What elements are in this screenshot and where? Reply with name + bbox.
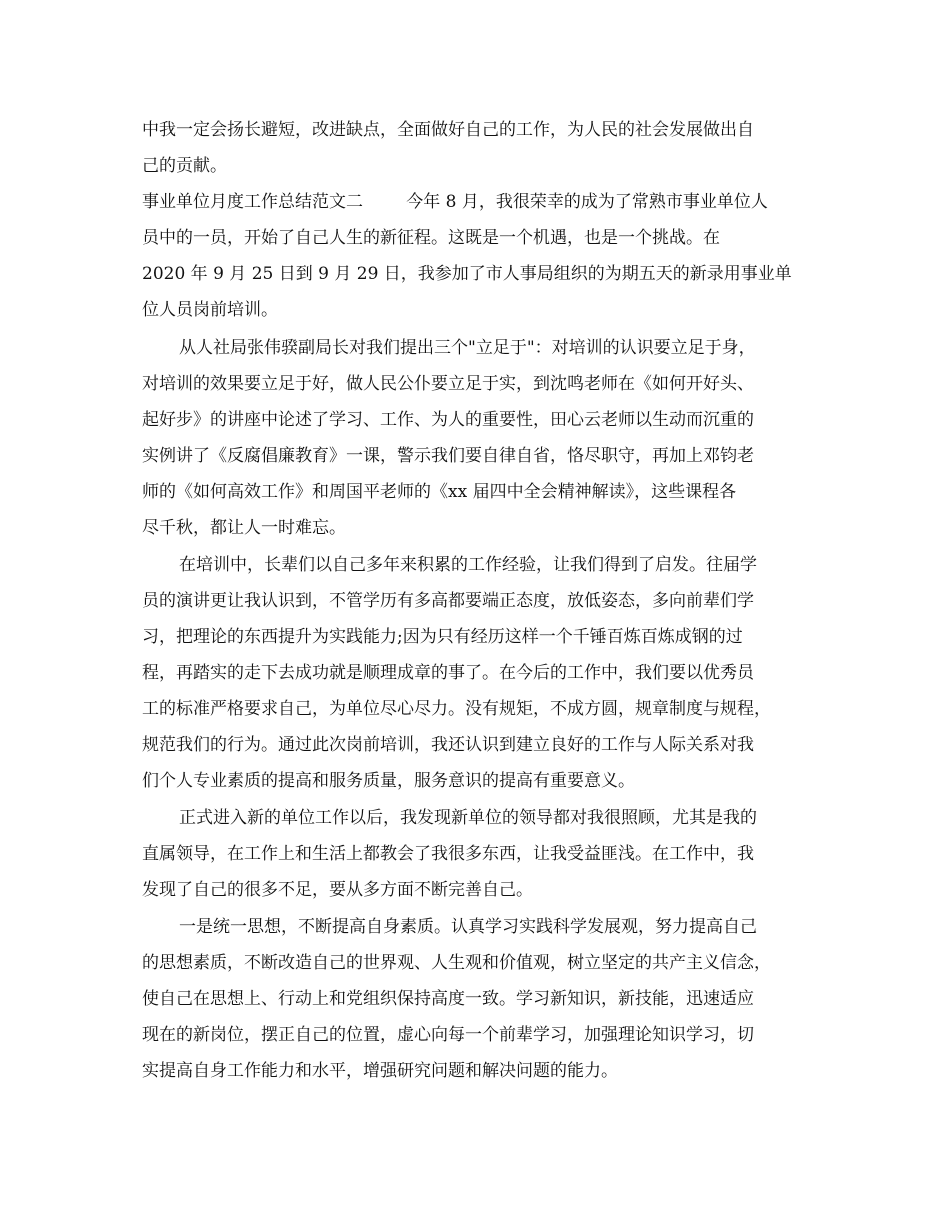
- text-line: 起好步》的讲座中论述了学习、工作、为人的重要性，田心云老师以生动而沉重的: [142, 410, 754, 430]
- text-line: 位人员岗前培训。: [142, 300, 278, 320]
- text-line: 师的《如何高效工作》和周国平老师的《xx 届四中全会精神解读》，这些课程各: [142, 482, 737, 502]
- paragraph-first-line: 在培训中，长辈们以自己多年来积累的工作经验，让我们得到了启发。往届学: [179, 555, 757, 575]
- text-line: 习，把理论的东西提升为实践能力;因为只有经历这样一个千锤百炼百炼成钢的过: [142, 627, 743, 647]
- text-line: 对培训的效果要立足于好，做人民公仆要立足于实，到沈鸣老师在《如何开好头、: [142, 374, 754, 394]
- text-line: 直属领导，在工作上和生活上都教会了我很多东西，让我受益匪浅。在工作中，我: [142, 844, 754, 864]
- paragraph-first-line: 从人社局张伟骙副局长对我们提出三个"立足于"：对培训的认识要立足于身，: [179, 338, 756, 358]
- text-line: 实提高自身工作能力和水平，增强研究问题和解决问题的能力。: [142, 1061, 618, 1081]
- text-line: 员中的一员，开始了自己人生的新征程。这既是一个机遇，也是一个挑战。在: [142, 228, 720, 248]
- paragraph-first-line: 一是统一思想，不断提高自身素质。认真学习实践科学发展观，努力提高自己: [179, 917, 757, 937]
- text-line: 员的演讲更让我认识到，不管学历有多高都要端正态度，放低姿态，多向前辈们学: [142, 591, 754, 611]
- text-line: 们个人专业素质的提高和服务质量，服务意识的提高有重要意义。: [142, 771, 635, 791]
- text-line: 的思想素质，不断改造自己的世界观、人生观和价值观，树立坚定的共产主义信念，: [142, 953, 771, 973]
- text-line: 2020 年 9 月 25 日到 9 月 29 日，我参加了市人事局组织的为期五天的新录用事业单: [142, 264, 792, 284]
- text-line: 规范我们的行为。通过此次岗前培训，我还认识到建立良好的工作与人际关系对我: [142, 735, 754, 755]
- text-line: 己的贡献。: [142, 156, 227, 176]
- text-line: 中我一定会扬长避短，改进缺点，全面做好自己的工作，为人民的社会发展做出自: [142, 120, 754, 140]
- text-line: 使自己在思想上、行动上和党组织保持高度一致。学习新知识，新技能，迅速适应: [142, 989, 754, 1009]
- text-line: 现在的新岗位，摆正自己的位置，虚心向每一个前辈学习，加强理论知识学习，切: [142, 1025, 754, 1045]
- text-line: 尽千秋，都让人一时难忘。: [142, 518, 346, 538]
- section-heading-line: 事业单位月度工作总结范文二 今年 8 月，我很荣幸的成为了常熟市事业单位人: [142, 192, 768, 212]
- paragraph-first-line: 正式进入新的单位工作以后，我发现新单位的领导都对我很照顾，尤其是我的: [179, 808, 757, 828]
- text-line: 工的标准严格要求自己，为单位尽心尽力。没有规矩，不成方圆，规章制度与规程，: [142, 699, 771, 719]
- text-line: 实例讲了《反腐倡廉教育》一课，警示我们要自律自省，恪尽职守，再加上邓钧老: [142, 446, 754, 466]
- text-line: 程，再踏实的走下去成功就是顺理成章的事了。在今后的工作中，我们要以优秀员: [142, 663, 754, 683]
- text-line: 发现了自己的很多不足，要从多方面不断完善自己。: [142, 880, 533, 900]
